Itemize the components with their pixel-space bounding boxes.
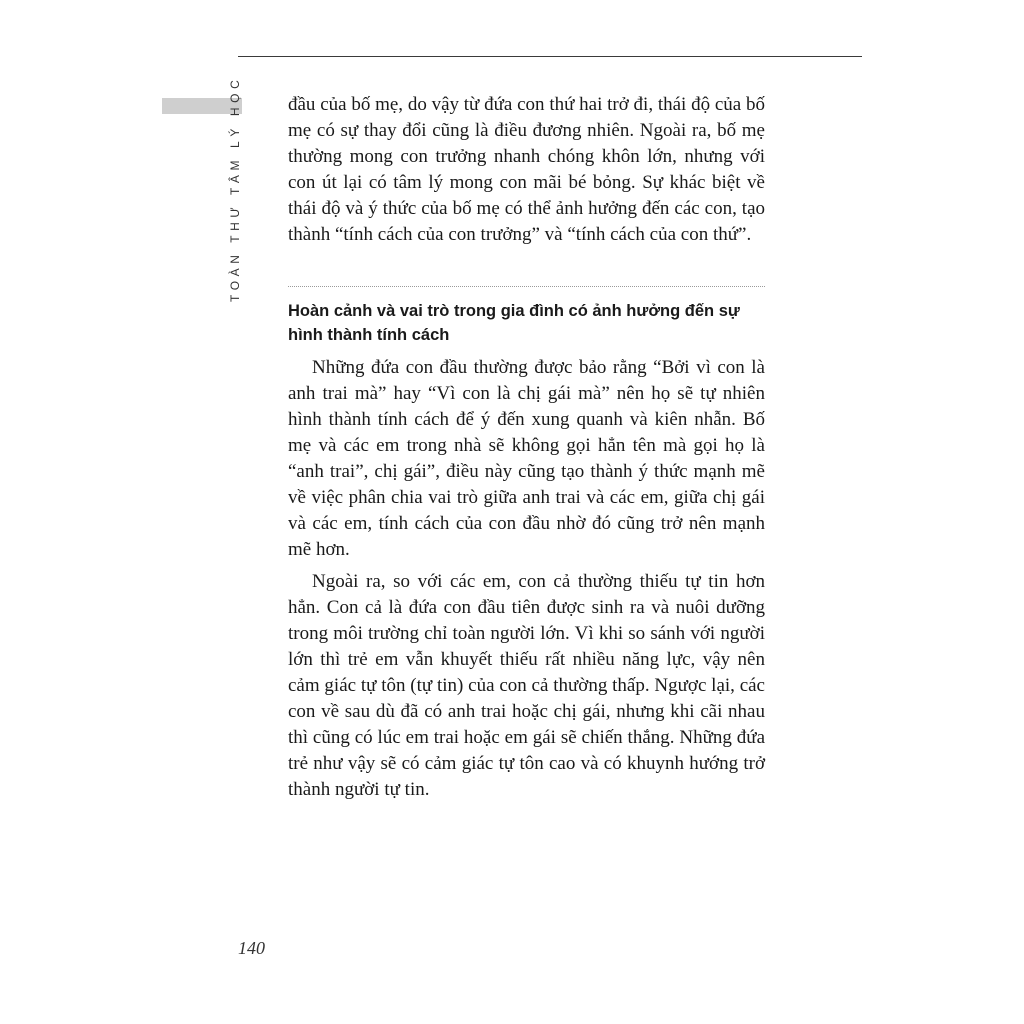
section-divider [288,286,765,287]
section-heading: Hoàn cảnh và vai trò trong gia đình có ảnh hưởng đến sự hình thành tính cách [288,302,740,344]
running-head-side-label: TOÀN THƯ TÂM LÝ HỌC [228,75,242,302]
continuation-paragraph: đầu của bố mẹ, do vậy từ đứa con thứ hai trở đi, thái độ của bố mẹ có sự thay đổi cũng là điều đương nhiên. Ngoài ra, bố mẹ thường mong con trưởng nhanh chóng khôn lớn, nhưng với con út lại có tâm lý mong con mãi bé bỏng. Sự khác biệt về thái độ và ý thức của bố mẹ có thể ảnh hưởng đến các con, tạo thành “tính cách của con trưởng” và “tính cách của con thứ”. [288,94,765,245]
body-paragraph: Những đứa con đầu thường được bảo rằng “Bởi vì con là anh trai mà” hay “Vì con là chị gái mà” nên họ sẽ tự nhiên hình thành tính cách để ý đến xung quanh và kiên nhẫn. Bố mẹ và các em trong nhà sẽ không gọi hẳn tên mà gọi họ là “anh trai”, chị gái”, điều này cũng tạo thành ý thức mạnh mẽ về việc phân chia vai trò giữa anh trai và các em, giữa chị gái và các em, tính cách của con đầu nhờ đó cũng trở nên mạnh mẽ hơn. [288,357,765,560]
header-rule [238,56,862,57]
body-paragraph: Ngoài ra, so với các em, con cả thường thiếu tự tin hơn hẳn. Con cả là đứa con đầu tiên được sinh ra và nuôi dưỡng trong môi trường chỉ toàn người lớn. Vì khi so sánh với người lớn thì trẻ em vẫn khuyết thiếu rất nhiều năng lực, vậy nên cảm giác tự tôn (tự tin) của con cả thường thấp. Ngược lại, các con về sau dù đã có anh trai hoặc chị gái, nhưng khi cãi nhau thì cũng có lúc em trai hoặc em gái sẽ chiến thắng. Những đứa trẻ như vậy sẽ có cảm giác tự tôn cao và có khuynh hướng trở thành người tự tin. [288,571,765,800]
page-number: 140 [238,938,265,958]
